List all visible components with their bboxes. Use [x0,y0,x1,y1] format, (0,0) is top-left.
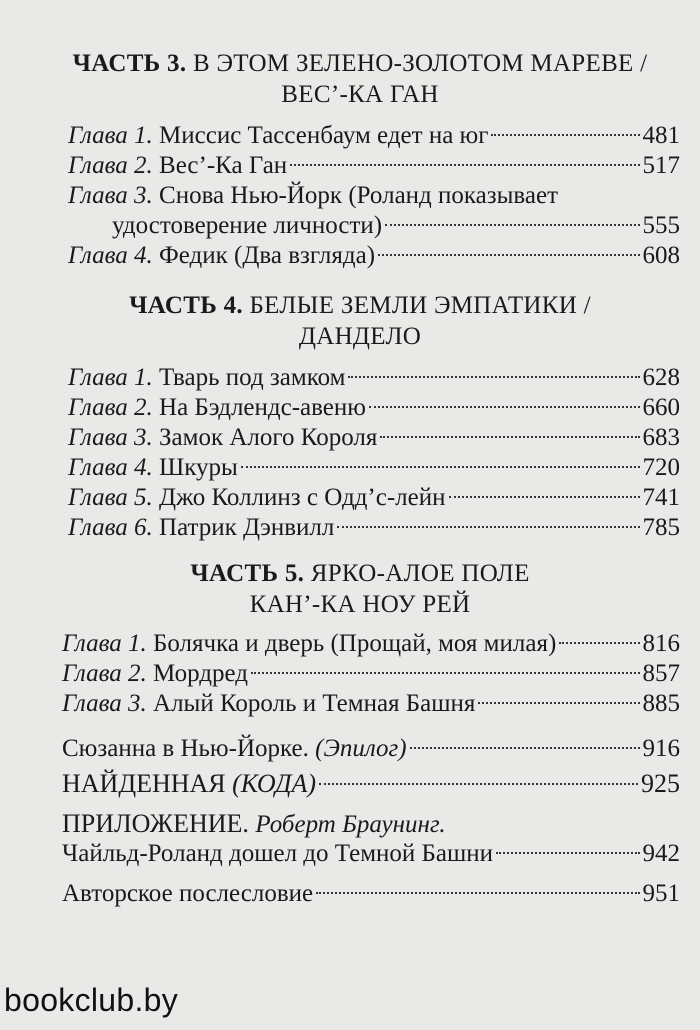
chapter-number: Глава 2. [68,394,153,421]
chapter-title: Шкуры [159,454,238,481]
part5-title-line1: ЯРКО-АЛОЕ ПОЛЕ [310,560,530,587]
chapter-title: Патрик Дэнвилл [159,514,335,541]
leader-dots [316,892,639,894]
toc-entry[interactable] [68,180,680,212]
leader-dots [241,466,640,468]
toc-entry-continuation[interactable] [112,210,680,242]
chapter-title: Джо Коллинз с Одд’с-лейн [159,484,446,511]
toc-entry[interactable] [68,150,680,182]
page-number: 481 [642,122,680,149]
page-number: 660 [642,394,680,421]
toc-entry[interactable] [68,482,680,514]
afterword-entry[interactable] [62,878,680,910]
leader-dots [491,134,639,136]
epilogue-title: Сюзанна в Нью-Йорке. [62,735,309,762]
part3-heading [40,48,680,110]
chapter-number: Глава 6. [68,514,153,541]
page-number: 555 [642,212,680,239]
toc-entry[interactable] [68,422,680,454]
chapter-title: Алый Король и Темная Башня [153,690,476,717]
appendix-title: ПРИЛОЖЕНИЕ. [62,809,249,838]
part4-title-line1: БЕЛЫЕ ЗЕМЛИ ЭМПАТИКИ / [249,292,591,319]
part5-label: ЧАСТЬ 5. [190,560,305,587]
toc-entry[interactable] [68,452,680,484]
page-number: 857 [642,660,680,687]
leader-dots [559,642,639,644]
appendix-work-title: Чайльд-Роланд дошел до Темной Башни [62,840,493,867]
epilogue-entry[interactable] [62,733,680,765]
chapter-number: Глава 1. [68,122,153,149]
page-number: 916 [642,735,680,762]
chapter-title: На Бэдлендс-авеню [159,394,366,421]
page-number: 741 [642,484,680,511]
leader-dots [319,783,638,785]
leader-dots [290,164,639,166]
chapter-number: Глава 3. [68,424,153,451]
page-number: 951 [642,880,680,907]
coda-tag: (КОДА) [232,769,317,798]
toc-entry[interactable] [68,392,680,424]
chapter-title-continuation: удостоверение личности) [112,212,383,239]
appendix-author: Роберт Браунинг. [255,811,446,838]
leader-dots [385,224,639,226]
page-number: 608 [642,242,680,269]
part3-title-line1: В ЭТОМ ЗЕЛЕНО-ЗОЛОТОМ МАРЕВЕ / [192,50,648,77]
leader-dots [380,436,639,438]
page-number: 925 [641,769,680,798]
part4-label: ЧАСТЬ 4. [129,292,243,319]
part5-title-line2: КАН’-КА НОУ РЕЙ [249,591,471,618]
toc-entry[interactable] [68,120,680,152]
toc-entry[interactable] [68,362,680,394]
leader-dots [478,702,639,704]
chapter-title: Замок Алого Короля [159,424,378,451]
chapter-number: Глава 4. [68,242,153,269]
chapter-number: Глава 3. [68,182,153,209]
part3-title-line2: ВЕС’-КА ГАН [281,81,439,108]
toc-entry[interactable] [62,688,680,720]
part4-title-line2: ДАНДЕЛО [298,323,422,350]
chapter-title: Вес’-Ка Ган [159,152,288,179]
chapter-title: Мордред [153,660,249,687]
appendix-heading [62,808,446,841]
page-number: 683 [642,424,680,451]
chapter-number: Глава 3. [62,690,147,717]
chapter-number: Глава 1. [62,630,147,657]
leader-dots [378,254,639,256]
watermark: bookclub.by [4,982,179,1018]
leader-dots [251,672,639,674]
leader-dots [337,526,639,528]
leader-dots [410,747,640,749]
leader-dots [449,496,640,498]
appendix-entry[interactable] [62,838,680,870]
leader-dots [348,376,639,378]
toc-entry[interactable] [62,658,680,690]
toc-entry[interactable] [68,512,680,544]
page-number: 816 [642,630,680,657]
chapter-title: Федик (Два взгляда) [159,242,376,269]
page-number: 942 [642,840,680,867]
epilogue-tag: (Эпилог) [315,735,407,762]
page-number: 785 [642,514,680,541]
chapter-title: Миссис Тассенбаум едет на юг [159,122,489,149]
part3-label: ЧАСТЬ 3. [72,50,187,77]
chapter-title: Тварь под замком [159,364,346,391]
chapter-number: Глава 4. [68,454,153,481]
chapter-number: Глава 1. [68,364,153,391]
page-number: 517 [642,152,680,179]
page-number: 720 [642,454,680,481]
page-number: 628 [642,364,680,391]
toc-entry[interactable] [68,240,680,272]
coda-title: НАЙДЕННАЯ [62,769,226,798]
page-number: 885 [642,690,680,717]
chapter-number: Глава 2. [68,152,153,179]
coda-entry[interactable] [62,768,680,800]
chapter-number: Глава 5. [68,484,153,511]
chapter-number: Глава 2. [62,660,147,687]
chapter-title: Снова Нью-Йорк (Роланд показывает [159,182,559,209]
part5-heading [40,558,680,620]
afterword-title: Авторское послесловие [62,880,314,907]
chapter-title: Болячка и дверь (Прощай, моя милая) [153,630,557,657]
part4-heading [40,290,680,352]
leader-dots [369,406,640,408]
toc-entry[interactable] [62,628,680,660]
leader-dots [496,852,640,854]
